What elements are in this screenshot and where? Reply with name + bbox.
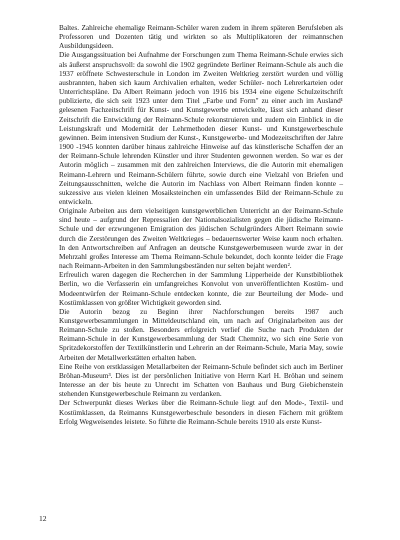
paragraph: Erfreulich waren dagegen die Recherchen in der Sammlung Lipperheide der Kunstbibliothek Berlin, wo die Verfasserin ein umfangreiches Konvolut von unveröffentlichten Kostüm- und Modeentwürfen der Reimann-Schule entdecken konnte, die zur Beurteilung der Mode- und Kostümklassen von größter Wichtigkeit geworden sind. [59,270,343,307]
page-number: 12 [39,514,47,523]
paragraph: Originale Arbeiten aus dem vielseitigen kunstgewerblichen Unterricht an der Reimann-Schule sind heute – aufgrund der Repressalien der Nationalsozialisten gegen die jüdische Reimann-Schule und der erzwungenen Emigration des jüdischen Schulgründers Albert Reimann sowie durch die Zerstörungen des Zweiten Weltkrieges – bedauernswerter Weise kaum noch erhalten. In den Antwortschreiben auf Anfragen an deutsche Kunstgewerbemuseen wurde zwar in der Mehrzahl großes Interesse am Thema Reimann-Schule bekundet, doch konnte leider die Frage nach Reimann-Arbeiten in den Sammlungsbeständen nur selten bejaht werden². [59,206,343,271]
paragraph: Der Schwerpunkt dieses Werkes über die Reimann-Schule liegt auf den Mode-, Textil- und Kostümklassen, da Reimanns Kunstgewerbeschule besonders in diesen Fächern mit größtem Erfolg Wegweisendes leistete. So führte die Reimann-Schule bereits 1910 als erste Kunst- [59,398,343,426]
paragraph: Baltes. Zahlreiche ehemalige Reimann-Schüler waren zudem in ihrem späteren Berufsleben als Professoren und Dozenten tätig und wirkten so als Multiplikatoren der reimannschen Ausbildungsideen. [59,23,343,51]
body-text [59,23,343,426]
paragraph: Eine Reihe von erstklassigen Metallarbeiten der Reimann-Schule befindet sich auch im Berliner Bröhan-Museum³. Dies ist der persönlichen Initiative von Herrn Karl H. Bröhan und seinem Interesse an der bis heute zu Unrecht im Schatten von Bauhaus und Burg Giebichenstein stehenden Kunstgewerbeschule Reimann zu verdanken. [59,361,343,399]
paragraph: Die Ausgangssituation bei Aufnahme der Forschungen zum Thema Reimann-Schule erwies sich als äußerst anspruchsvoll: da sowohl die 1902 gegründete Berliner Reimann-Schule als auch die 1937 eröffnete Schwesterschule in London im Zweiten Weltkrieg zerstört wurden und völlig ausbrannten, haben sich kaum Archivalien erhalten, weder Schüler- noch Lehrerkarteien oder Unterrichtspläne. Da Albert Reimann jedoch von 1916 bis 1934 eine eigene Schulzeitschrift publizierte, die sich seit 1923 unter dem Titel „Farbe und Form" zu einer auch im Ausland¹ gelesenen Fachzeitschrift für Kunst- und Kunstgewerbe entwickelte, lässt sich anhand dieser Zeitschrift die Entwicklung der Reimann-Schule rekonstruieren und zudem ein Einblick in die Leistungskraft und Modernität der Lehrmethoden dieser Kunst- und Kunstgewerbeschule gewinnen. Beim intensiven Studium der Kunst-, Kunstgewerbe- und Modezeitschriften der Jahre 1900 -1945 konnten darüber hinaus zahlreiche Hinweise auf das künstlerische Schaffen der an der Reimann-Schule lehrenden Künstler und ihrer Studenten gewonnen werden. So war es der Autorin möglich – zusammen mit den zahlreichen Interviews, die die Autorin mit ehemaligen Reimann-Lehrern und Reimann-Schülern führte, sowie durch eine Vielzahl von Briefen und Zeitungsausschnitten, welche die Autorin im Nachlass von Albert Reimann finden konnte – sukzessive aus vielen kleinen Mosaiksteinchen ein umfassendes Bild der Reimann-Schule zu entwickeln. [59,50,343,206]
paragraph: Die Autorin bezog zu Beginn ihrer Nachforschungen bereits 1987 auch Kunstgewerbesammlungen in Mitteldeutschland ein, um nach auf Originalarbeiten aus der Reimann-Schule zu stoßen. Besonders erfolgreich verlief die Suche nach Produkten der Reimann-Schule in der Kunstgewerbesammlung der Stadt Chemnitz, wo sich eine Serie von Spritzdekorstoffen der Textilkünstlerin und Lehrerin an der Reimann-Schule, Maria May, sowie Arbeiten der Metallwerkstätten erhalten haben. [59,306,343,362]
